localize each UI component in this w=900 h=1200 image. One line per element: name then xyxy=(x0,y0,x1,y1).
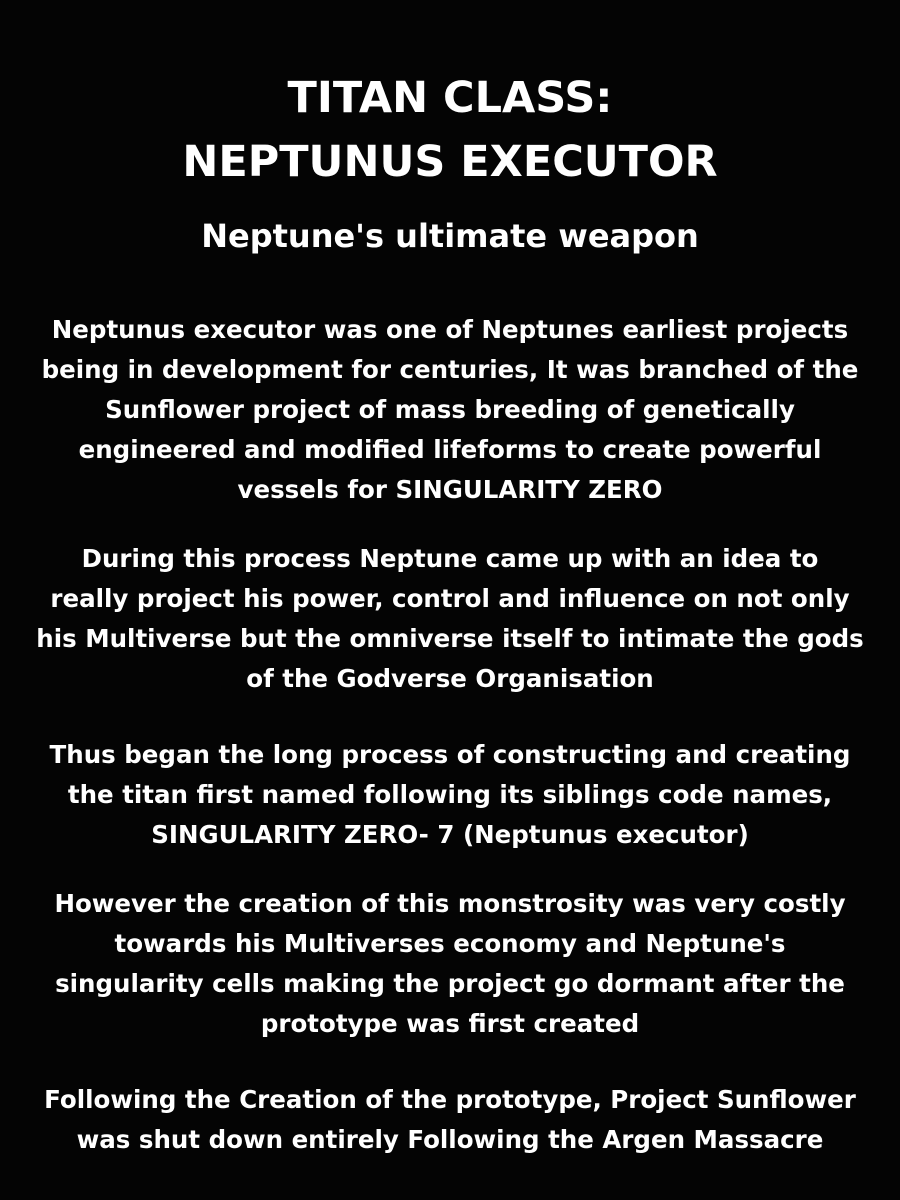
page-title: TITAN CLASS: NEPTUNUS EXECUTOR xyxy=(182,73,718,187)
paragraph-idea: During this process Neptune came up with an idea to really project his power, control and influence on not only his Multiverse but the omniverse itself to intimate the gods of the Godverse Organisation xyxy=(36,544,864,693)
paragraph-shutdown: Following the Creation of the prototype, Project Sunflower was shut down entirely Following the Argen Massacre xyxy=(44,1085,856,1154)
paragraph-cost: However the creation of this monstrosity was very costly towards his Multiverses economy and Neptune's singularity cells making the project go dormant after the prototype was first created xyxy=(54,889,846,1038)
paragraph-origin: Neptunus executor was one of Neptunes earliest projects being in development for centuries, It was branched of the Sunflower project of mass breeding of genetically engineered and modified lifeforms to create powerful vessels for SINGULARITY ZERO xyxy=(41,315,859,504)
paragraph-construction: Thus began the long process of constructing and creating the titan first named following its siblings code names, SINGULARITY ZERO- 7 (Neptunus executor) xyxy=(49,740,851,849)
page-subtitle: Neptune's ultimate weapon xyxy=(201,217,699,255)
